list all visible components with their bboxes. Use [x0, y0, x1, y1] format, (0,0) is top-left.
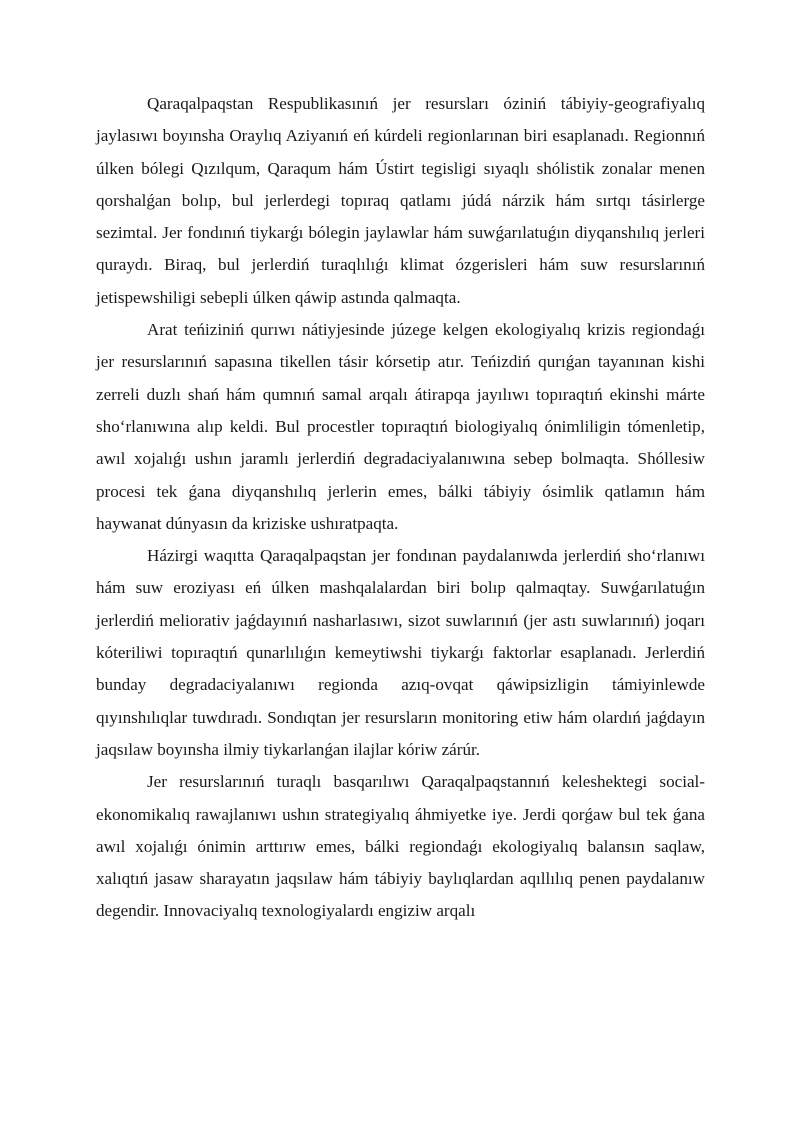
paragraph-1: Qaraqalpaqstan Respublikasınıń jer resursları óziniń tábiyiy-geografiyalıq jaylasıwı boyınsha Oraylıq Aziyanıń eń kúrdeli regionlarınan biri esaplanadı. Regionnıń úlken bólegi Qızılqum, Qaraqum hám Ústirt tegisligi sıyaqlı shólistik zonalar menen qorshalǵan bolıp, bul jerlerdegi topıraq qatlamı júdá nárzik hám sırtqı tásirlerge sezimtal. Jer fondınıń tiykarǵı bólegin jaylawlar hám suwǵarılatuǵın diyqanshılıq jerleri quraydı. Biraq, bul jerlerdiń turaqlılıǵı klimat ózgerisleri hám suw resurslarınıń jetispewshiligi sebepli úlken qáwip astında qalmaqta.: [96, 94, 705, 307]
paragraph-2: Arat teńiziniń qurıwı nátiyjesinde júzege kelgen ekologiyalıq krizis regiondaǵı jer resurslarınıń sapasına tikellen tásir kórsetip atır. Teńizdiń qurıǵan tayanınan kishi zerreli duzlı shań hám qumnıń samal arqalı átirapqa jayılıwı topıraqtıń ekinshi márte sho‘rlanıwına alıp keldi. Bul procestler topıraqtıń biologiyalıq ónimliligin tómenletip, awıl xojalıǵı ushın jaramlı jerlerdiń degradaciyalanıwına sebep bolmaqta. Shóllesiw procesi tek ǵana diyqanshılıq jerlerin emes, bálki tábiyiy ósimlik qatlamın hám haywanat dúnyasın da kriziske ushıratpaqta.: [96, 320, 705, 533]
document-body: [96, 88, 705, 928]
paragraph-3: Házirgi waqıtta Qaraqalpaqstan jer fondınan paydalanıwda jerlerdiń sho‘rlanıwı hám suw eroziyası eń úlken mashqalalardan biri bolıp qalmaqtay. Suwǵarılatuǵın jerlerdiń meliorativ jaǵdayınıń nasharlasıwı, sizot suwlarınıń (jer astı suwlarınıń) joqarı kóteriliwi topıraqtıń qunarlılıǵın kemeytiwshi tiykarǵı faktorlar esaplanadı. Jerlerdiń bunday degradaciyalanıwı regionda azıq-ovqat qáwipsizligin támiyinlewde qıyınshılıqlar tuwdıradı. Sondıqtan jer resursların monitoring etiw hám olardıń jaǵdayın jaqsılaw boyınsha ilmiy tiykarlanǵan ilajlar kóriw zárúr.: [96, 546, 705, 759]
paragraph-4: Jer resurslarınıń turaqlı basqarılıwı Qaraqalpaqstannıń keleshektegi social-ekonomikalıq rawajlanıwı ushın strategiyalıq áhmiyetke iye. Jerdi qorǵaw bul tek ǵana awıl xojalıǵı ónimin arttırıw emes, bálki regiondaǵı ekologiyalıq balansın saqlaw, xalıqtıń jasaw sharayatın jaqsılaw hám tábiyiy baylıqlardan aqıllılıq penen paydalanıw degendir. Innovaciyalıq texnologiyalardı engiziw arqalı: [96, 772, 705, 921]
